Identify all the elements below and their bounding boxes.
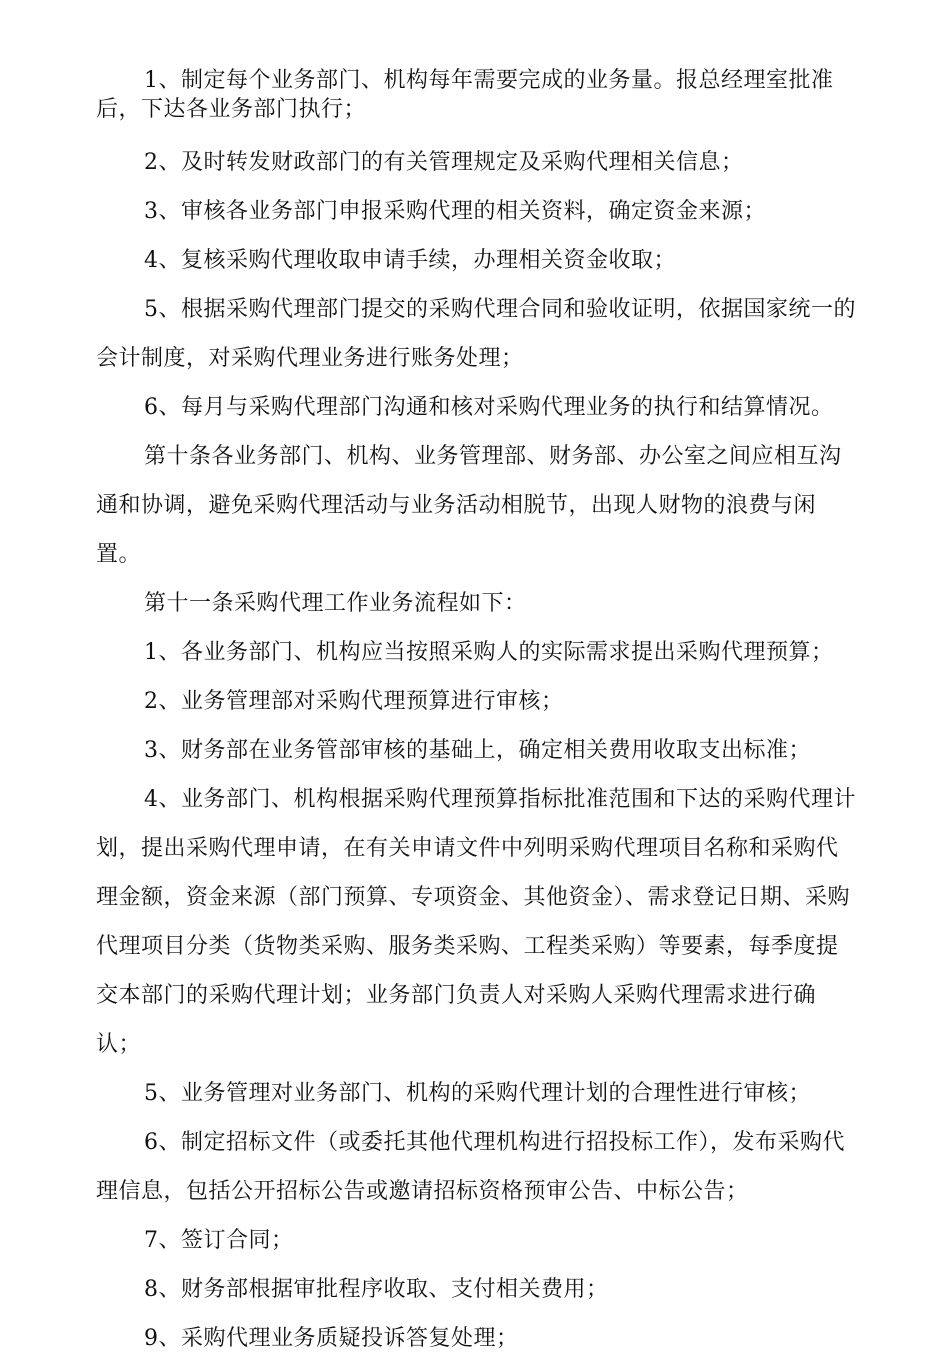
paragraph-article-10: 第十条各业务部门、机构、业务管理部、财务部、办公室之间应相互沟通和协调，避免采购代理活动与业务活动相脱节，出现人财物的浪费与闲置。 [96,444,842,567]
paragraph-article-11: 第十一条采购代理工作业务流程如下： [144,591,527,616]
paragraph-4: 4、复核采购代理收取申请手续，办理相关资金收取； [144,248,676,273]
paragraph-step-1: 1、各业务部门、机构应当按照采购人的实际需求提出采购代理预算； [144,640,834,665]
paragraph-step-4: 4、业务部门、机构根据采购代理预算指标批准范围和下达的采购代理计划，提出采购代理申请，在有关申请文件中列明采购代理项目名称和采购代理金额，资金来源（部门预算、专项资金、其他资金）、需求登记日期、采购代理项目分类（货物类采购、服务类采购、工程类采购）等要素，每季度提交本部门的采购代理计划；业务部门负责人对采购人采购代理需求进行确认； [96,787,856,1057]
paragraph-6: 6、每月与采购代理部门沟通和核对采购代理业务的执行和结算情况。 [144,395,834,420]
top-margin [0,0,950,66]
paragraph-5: 5、根据采购代理部门提交的采购代理合同和验收证明，依据国家统一的会计制度，对采购代理业务进行账务处理； [96,297,856,371]
paragraph-step-7: 7、签订合同； [144,1228,294,1253]
paragraph-1: 1、制定每个业务部门、机构每年需要完成的业务量。报总经理室批准后，下达各业务部门执行； [96,68,834,122]
paragraph-step-6: 6、制定招标文件（或委托其他代理机构进行招投标工作），发布采购代理信息，包括公开招标公告或邀请招标资格预审公告、中标公告； [96,1130,845,1204]
paragraph-3: 3、审核各业务部门申报采购代理的相关资料，确定资金来源； [144,199,766,224]
paragraph-step-3: 3、财务部在业务管部审核的基础上，确定相关费用收取支出标准； [144,738,811,763]
paragraph-step-2: 2、业务管理部对采购代理预算进行审核； [144,689,564,714]
paragraph-2: 2、及时转发财政部门的有关管理规定及采购代理相关信息； [144,150,744,175]
paragraph-step-9: 9、采购代理业务质疑投诉答复处理； [144,1326,519,1351]
paragraph-step-8: 8、财务部根据审批程序收取、支付相关费用； [144,1277,609,1302]
paragraph-step-5: 5、业务管理对业务部门、机构的采购代理计划的合理性进行审核； [144,1081,811,1106]
